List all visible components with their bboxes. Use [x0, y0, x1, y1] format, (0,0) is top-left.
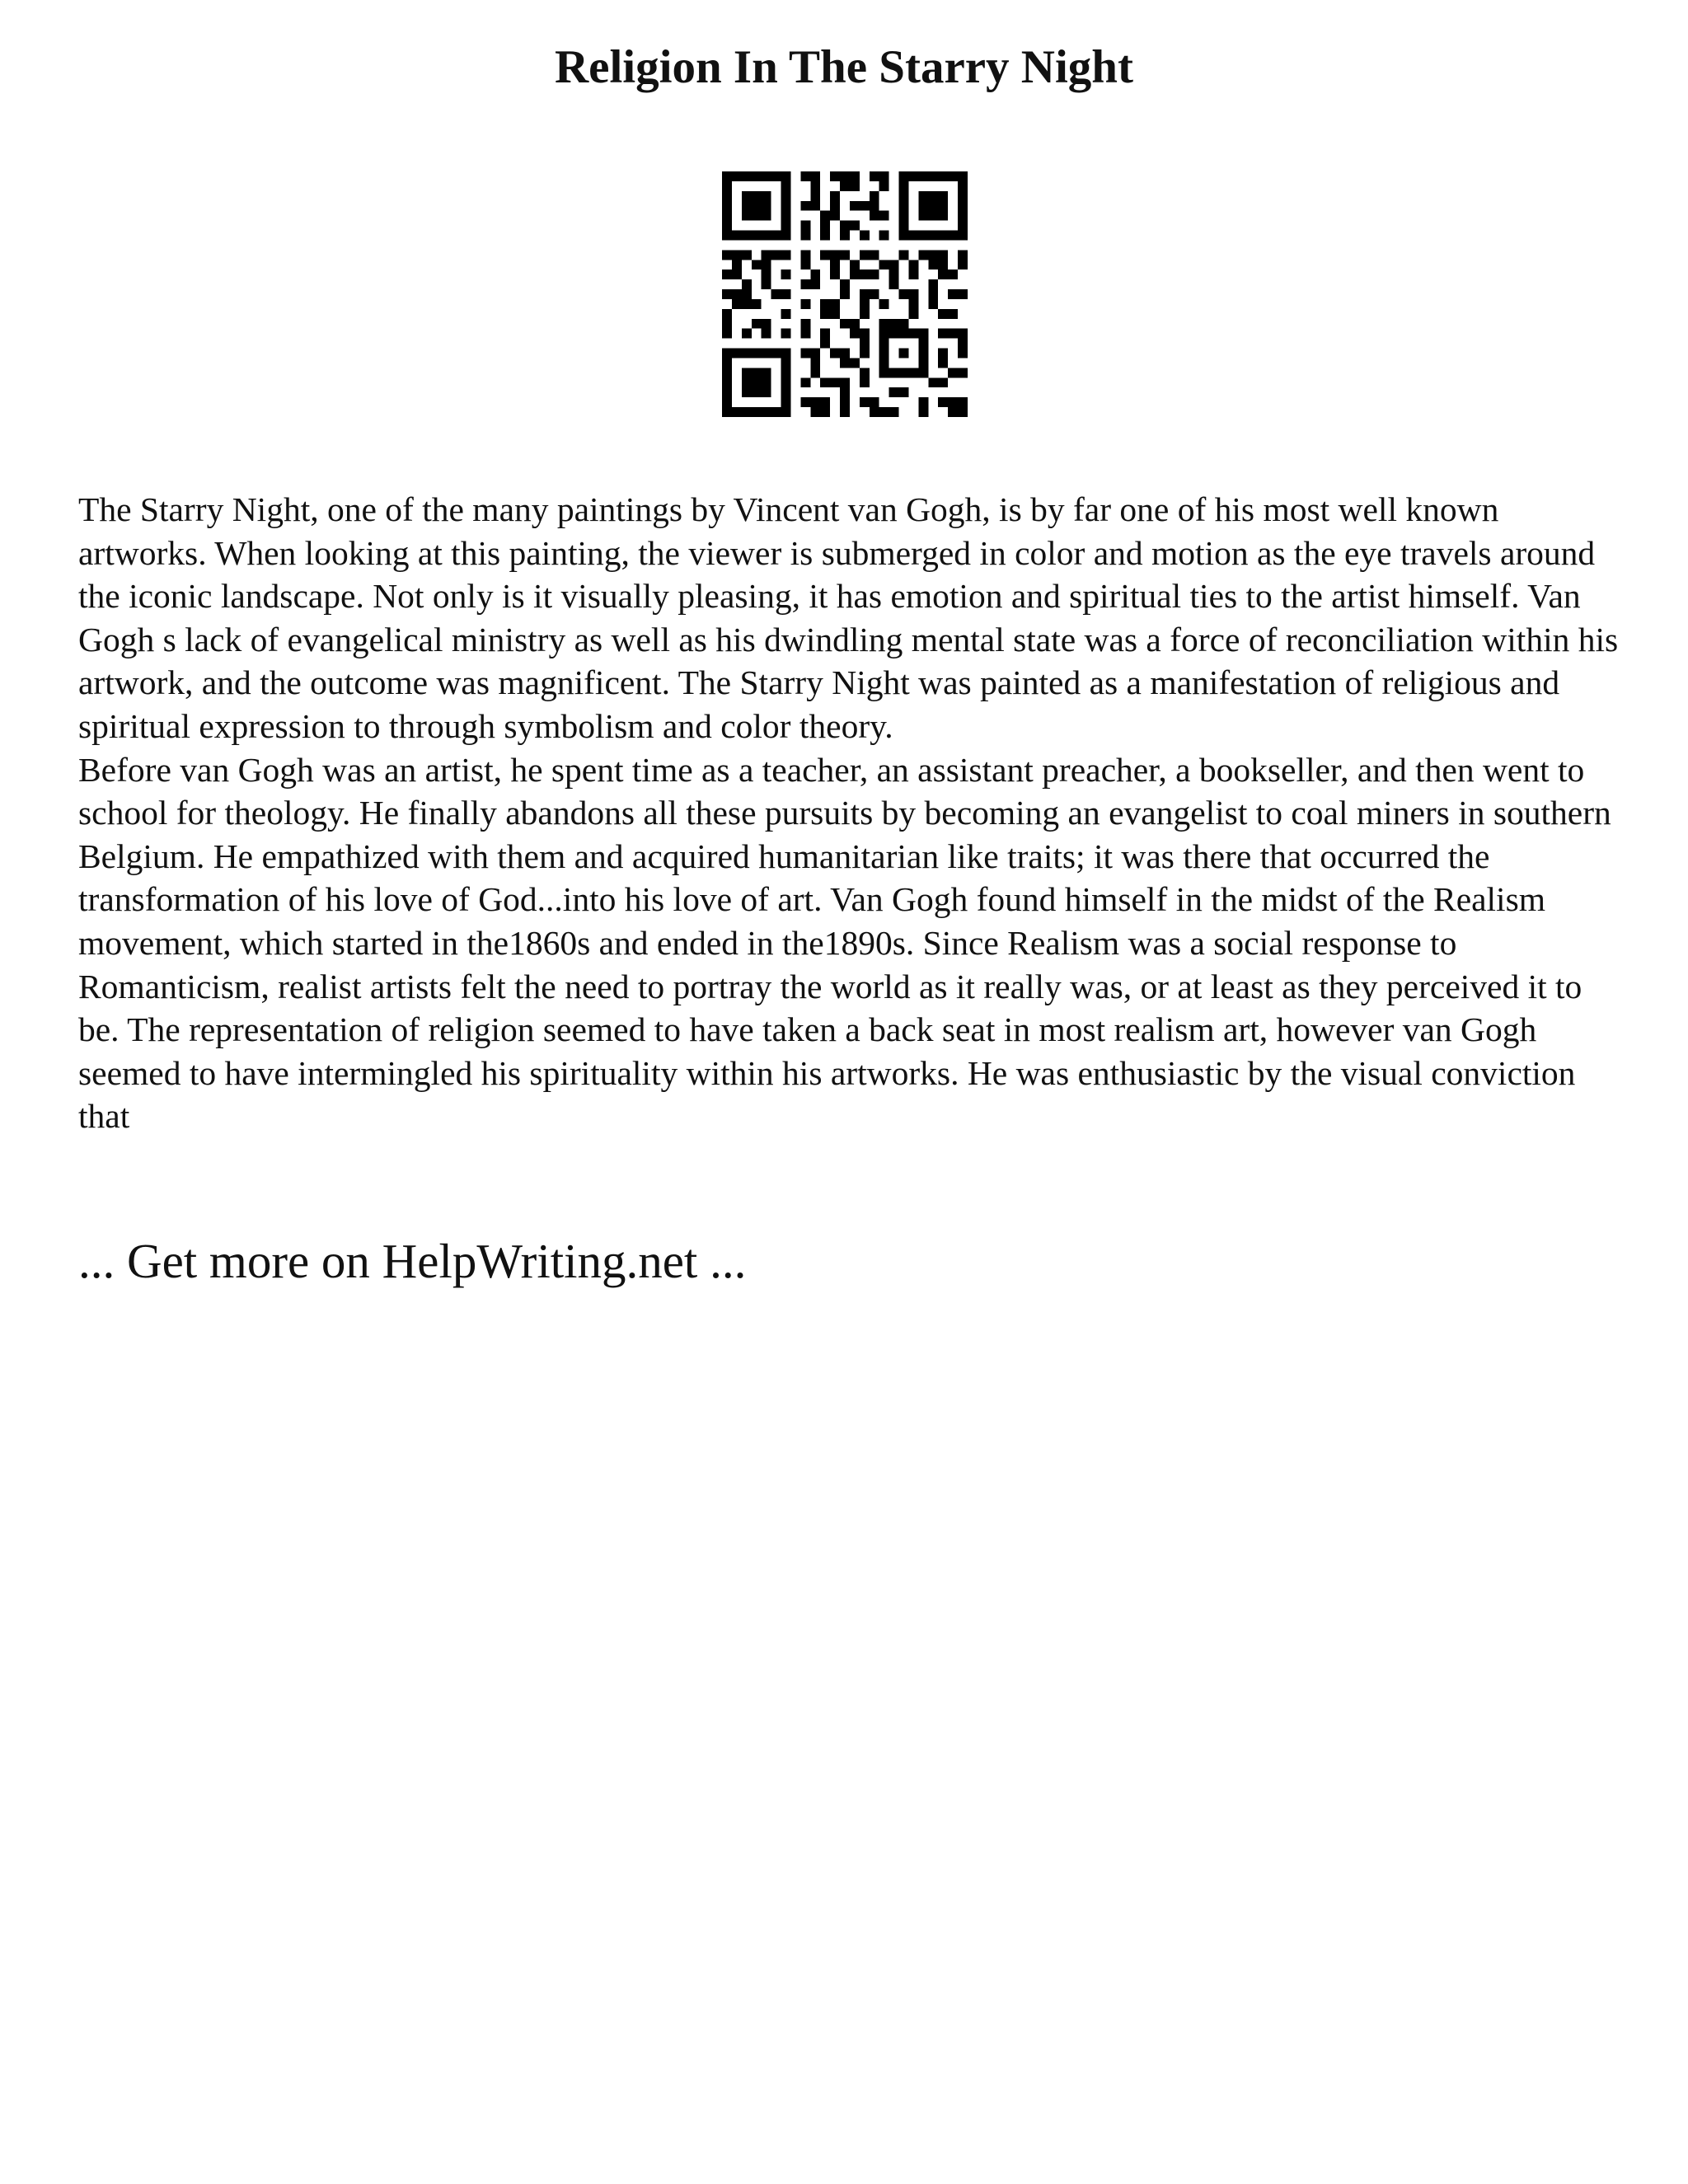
paragraph-2: Before van Gogh was an artist, he spent time as a teacher, an assistant preacher, a bookseller, and then went to school for theology. He finally abandons all these pursuits by becoming an evangelist to coal miners in southern Belgium. He empathized with them and acquired humanitarian like traits; it was there that occurred the transformation of his love of God...into his love of art. Van Gogh found himself in the midst of the Realism movement, which started in the1860s and ended in the1890s. Since Realism was a social response to Romanticism, realist artists felt the need to portray the world as it really was, or at least as they perceived it to be. The representation of religion seemed to have taken a back seat in most realism art, however van Gogh seemed to have intermingled his spirituality within his artworks. He was enthusiastic by the visual conviction that: [78, 750, 1611, 1136]
page-title: Religion In The Starry Night: [554, 41, 1133, 93]
qr-code-icon: [722, 171, 968, 417]
get-more-link[interactable]: ... Get more on HelpWriting.net ...: [78, 1234, 747, 1288]
qr-code-graphic: [722, 171, 968, 417]
essay-body: [78, 488, 1628, 1138]
paragraph-1: The Starry Night, one of the many paintings by Vincent van Gogh, is by far one of his most well known artworks. When looking at this painting, the viewer is submerged in color and motion as the eye travels around the iconic landscape. Not only is it visually pleasing, it has emotion and spiritual ties to the artist himself. Van Gogh s lack of evangelical ministry as well as his dwindling mental state was a force of reconciliation within his artwork, and the outcome was magnificent. The Starry Night was painted as a manifestation of religious and spiritual expression to through symbolism and color theory.: [78, 490, 1619, 745]
